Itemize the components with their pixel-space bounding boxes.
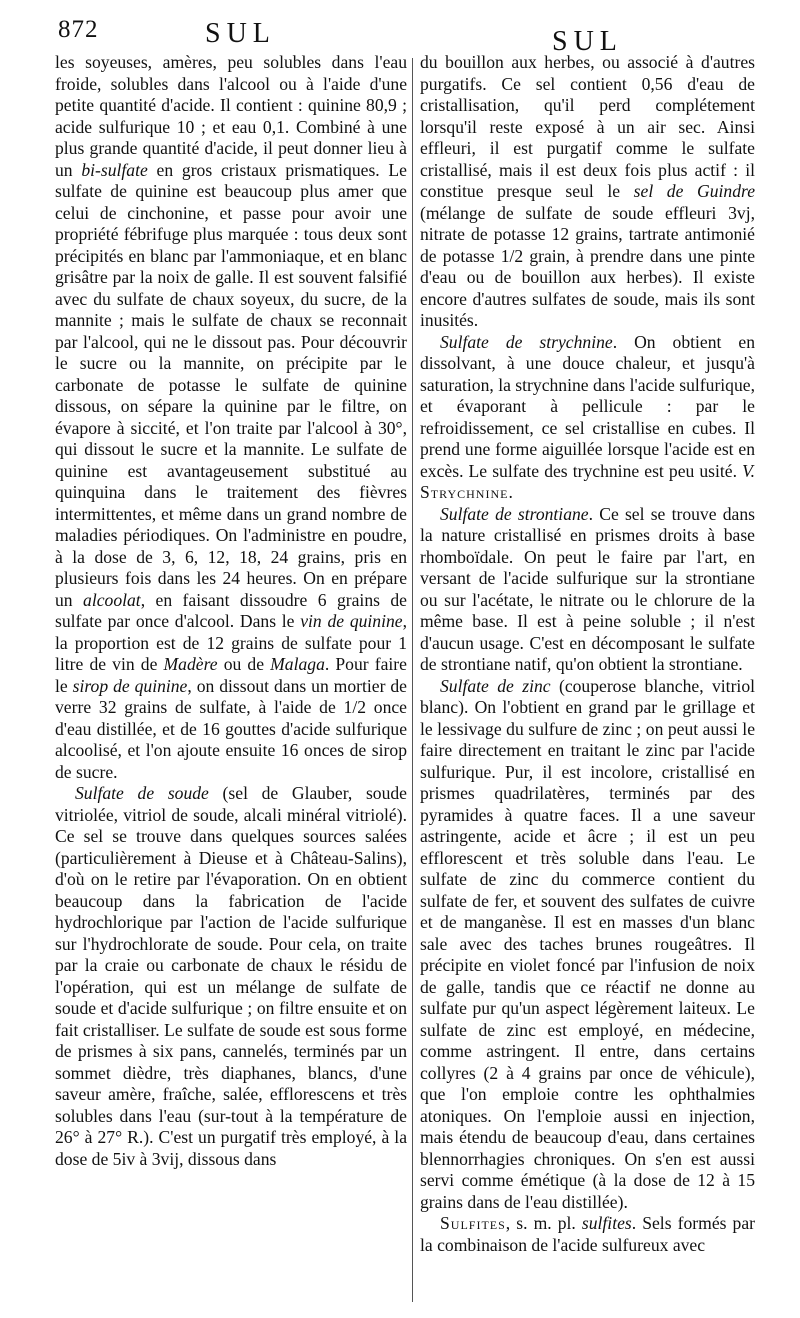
body-text: , on dissout dans un mortier de verre 32 grains de sulfate, à l'aide de 1/2 once d'eau distillée, et de 16 gouttes d'acide sulfurique alcoolisé, et l'on ajoute ensuite 16 onces de sirop de sucre. (55, 675, 407, 782)
entry-headword: Sulfites (440, 1213, 506, 1233)
body-text: . Sels formés par la combinaison de l'acide sulfureux avec (420, 1213, 756, 1255)
italic-term: sulfites (581, 1213, 632, 1233)
body-text: . On obtient en dissolvant, à une douce chaleur, et jusqu'à saturation, la strychnine dans l'acide sulfurique, et évaporant à pellicule : par le refroidissement, ce sel cristallise en cubes. Il prend une forme aiguillée lorsque l'acide est en excès. Le sulfate des trychnine est peu usité. (420, 331, 755, 481)
page-number: 872 (58, 16, 99, 43)
page-header (0, 10, 800, 57)
body-text: , s. m. pl. (505, 1213, 582, 1233)
paragraph-sulfate-de-quinine-continued (55, 52, 407, 783)
paragraph-sulfate-de-soude-continued (420, 52, 755, 332)
body-text: les soyeuses, amères, peu solubles dans l'eau froide, solubles dans l'alcool ou à l'aide d'une petite quantité d'acide. Il contient : quinine 80,9 ; acide sulfurique 10 ; et eau 0,1. Combiné à une plus grande quantité d'acide, il peut donner lieu à un (55, 52, 407, 180)
paragraph-sulfate-de-strontiane (420, 504, 755, 676)
body-text: ou de (217, 654, 271, 674)
paragraph-sulfate-de-zinc (420, 676, 755, 1214)
entry-heading: Sulfate de strontiane (440, 503, 589, 524)
entry-heading: Sulfate de strychnine (440, 331, 613, 352)
running-head-right: SUL (552, 26, 623, 57)
italic-term: sirop de quinine (72, 675, 188, 696)
column-divider (412, 58, 413, 1302)
body-text: du bouillon aux herbes, ou associé à d'autres purgatifs. Ce sel contient 0,56 d'eau de cristallisation, qu'il perd complétement lorsqu'il reste exposé à un air sec. Ainsi effleuri, il est purgatif comme le sulfate cristallisé, mais il est deux fois plus actif : il constitue presque seul le (420, 52, 755, 201)
italic-term: Malaga (270, 654, 325, 674)
body-text: en gros cristaux prismatiques. Le sulfate de quinine est beaucoup plus amer que celui de cinchonine, et passe pour avoir une propriété fébrifuge plus marquée : tous deux sont précipités en blanc par l'ammoniaque, et en blanc grisâtre par la noix de galle. Il est souvent falsifié avec du sulfate de chaux soyeux, du sucre, de la mannite ; mais le sulfate de chaux se reconnait par l'alcool, qui ne le dissout pas. Pour découvrir le sucre ou la mannite, on précipite par le carbonate de potasse le sulfate de quinine dissous, on sépare la quinine par le filtre, on évapore à siccité, et l'on traite par l'alcool à 30°, qui dissout le sucre et la mannite. Le sulfate de quinine est avantageusement substitué au quinquina dans le traitement des fièvres intermittentes, et même dans un grand nombre de maladies périodiques. On l'administre en poudre, à la dose de 3, 6, 12, 18, 24 grains, pris en plusieurs fois dans les 24 heures. On en prépare un (55, 159, 407, 610)
entry-heading: Sulfate de zinc (440, 675, 551, 696)
italic-term: Madère (163, 654, 218, 674)
italic-term: sel de Guindre (633, 181, 756, 201)
right-column (420, 52, 755, 1256)
left-column (55, 52, 407, 1170)
italic-term: alcoolat (83, 589, 141, 610)
running-head-left: SUL (205, 18, 276, 49)
body-text: (mélange de sulfate de soude effleuri 3vj, nitrate de potasse 12 grains, tartrate antimonié de potasse 1/2 grain, à prendre dans une pinte d'eau ou de bouillon aux herbes). Il existe encore d'autres sulfates de soude, mais ils sont inusités. (420, 202, 755, 330)
paragraph-sulfate-de-soude (55, 783, 407, 1170)
body-text: , la proportion est de 12 grains de sulfate pour 1 litre de vin de (55, 611, 407, 674)
body-text: (couperose blanche, vitriol blanc). On l'obtient en grand par le grillage et le lessivage du sulfure de zinc ; on peut aussi le faire directement en traitant le zinc par l'acide sulfurique. Pur, il est incolore, cristallisé en prismes quadrilatères, terminés par des pyramides à quatre faces. Il a une saveur astringente, acide et âcre ; il est un peu efflorescent et très soluble dans l'eau. Le sulfate de zinc du commerce contient du sulfate de fer, et souvent des sulfates de cuivre et de manganèse. Il est en masses d'un blanc sale avec des taches brunes rougeâtres. Il précipite en violet foncé par l'infusion de noix de galle, tandis que ce réactif ne donne au sulfate pur qu'un aspect légèrement laiteux. Le sulfate de zinc est employé, en médecine, comme astringent. Il entre, dans certains collyres (2 à 4 grains par once de véhicule), que l'on emploie contre les ophthalmies atoniques. On l'emploie aussi en injection, mais étendu de beaucoup d'eau, dans certaines blennorrhagies chroniques. On s'en est aussi servi comme émétique (à la dose de 12 à 15 grains dans de l'eau distillée). (420, 675, 756, 1212)
paragraph-sulfate-de-strychnine (420, 332, 755, 504)
body-text: . Pour faire le (55, 654, 407, 696)
body-text: (sel de Glauber, soude vitriolée, vitriol de soude, alcali minéral vitriolé). Ce sel se trouve dans quelques sources salées (particulièrement à Dieuse et à Château-Salins), d'où on le retire par l'évaporation. On en obtient beaucoup dans la fabrication de l'acide hydrochlorique par l'action de l'acide sulfurique sur l'hydrochlorate de soude. Pour cela, on traite par la craie ou carbonate de chaux le résidu de l'opération, qui est un mélange de sulfate de soude et d'acide sulfurique ; on filtre ensuite et on fait cristalliser. Le sulfate de soude est sous forme de prismes à six pans, cannelés, terminés par un sommet dièdre, très diaphanes, blancs, d'une saveur amère, fraîche, salée, efflorescens et très solubles dans l'eau (sur-tout à la température de 26° à 27° R.). C'est un purgatif très employé, à la dose de 5iv à 3vij, dissous dans (55, 783, 407, 1169)
body-text: , en faisant dissoudre 6 grains de sulfate par once d'alcool. Dans le (55, 589, 407, 631)
italic-term: V. (742, 460, 755, 481)
italic-term: bi-sulfate (81, 159, 148, 180)
body-text: . (508, 482, 513, 502)
entry-heading: Sulfate de soude (75, 783, 209, 803)
cross-reference: Strychnine (420, 482, 509, 502)
body-text: . Ce sel se trouve dans la nature cristallisé en prismes droits à base rhomboïdale. On peut le faire par l'art, en versant de l'acide sulfurique sur la strontiane ou sur l'acétate, le nitrate ou le chlorure de la même base. Il est à peine soluble ; il n'est d'aucun usage. C'est en décomposant le sulfate de strontiane natif, qu'on obtient la strontiane. (420, 503, 755, 674)
paragraph-sulfites (420, 1213, 755, 1256)
italic-term: vin de quinine (300, 611, 403, 631)
